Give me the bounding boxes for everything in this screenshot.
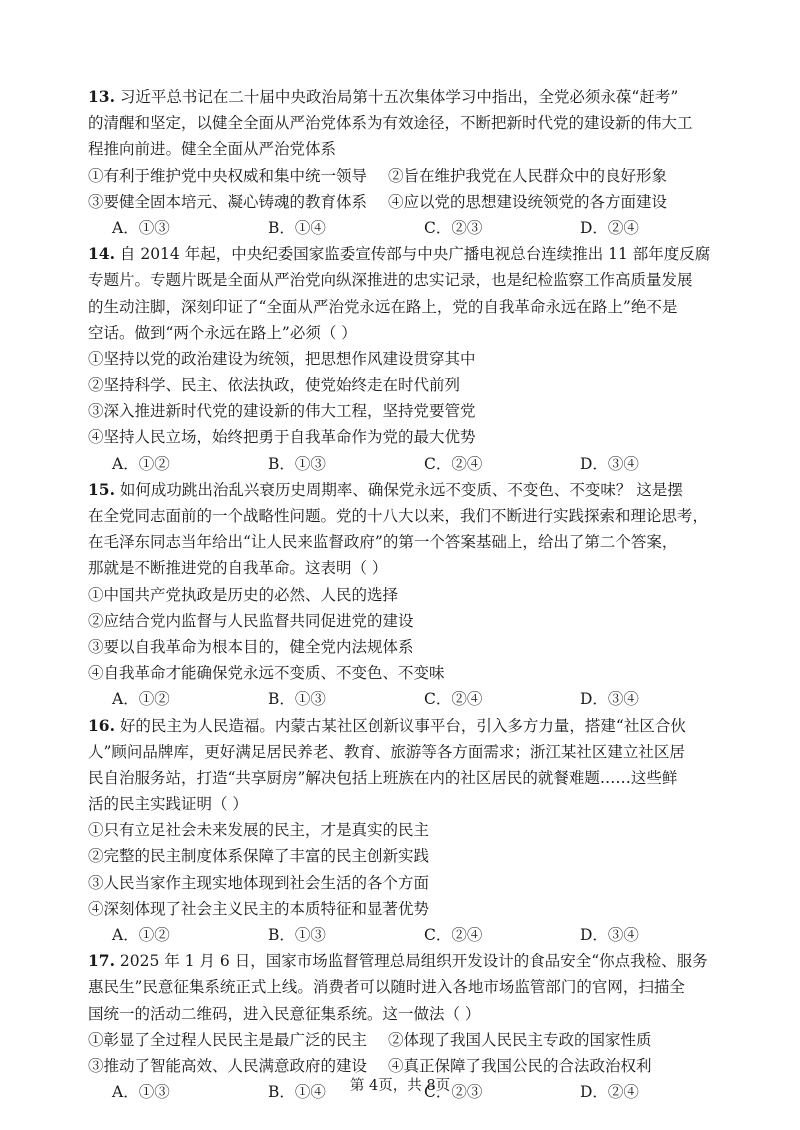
answer-d: D．②④: [580, 218, 639, 237]
answer-d: D．③④: [580, 690, 639, 709]
option-1: ①坚持以党的政治建设为统领，把思想作风建设贯穿其中: [88, 349, 476, 368]
option-1: ①中国共产党执政是历史的必然、人民的选择: [88, 585, 399, 604]
answer-b: B．①③: [268, 926, 326, 944]
option-4: ④自我革命才能确保党永远不变质、不变色、不变味: [88, 664, 445, 683]
answer-a: A．①③: [112, 218, 170, 237]
answer-a: A．①③: [112, 1083, 170, 1102]
option-4: ④坚持人民立场，始终把勇于自我革命作为党的最大优势: [88, 428, 476, 447]
option-1: ①有利于维护党中央权威和集中统一领导: [88, 166, 368, 185]
question-list: [88, 84, 728, 1105]
option-3: ③推动了智能高效、人民满意政府的建设: [88, 1056, 368, 1075]
stem-line: 那就是不断推进党的自我革命。这表明（ ）: [88, 559, 388, 578]
option-3: ③要健全固本培元、凝心铸魂的教育体系: [88, 192, 368, 211]
question-number: 16.: [88, 715, 115, 735]
option-1: ①只有立足社会未来发展的民主，才是真实的民主: [88, 821, 430, 840]
option-row: [88, 163, 728, 189]
question-number: 13.: [88, 87, 115, 106]
stem-line: 人”顾问品牌库，更好满足居民养老、教育、旅游等各方面需求；浙江某社区建立社区居: [88, 742, 685, 761]
answer-a: A．①②: [112, 926, 170, 944]
question-number: 17.: [88, 951, 115, 971]
answer-d: D．③④: [580, 454, 639, 473]
question-stem: [88, 241, 728, 346]
option-row: [88, 189, 728, 215]
question-number: 15.: [88, 479, 115, 499]
option-2: ②坚持科学、民主、依法执政，使党始终走在时代前列: [88, 376, 461, 395]
option-3: ③人民当家作主现实地体现到社会生活的各个方面: [88, 873, 430, 892]
stem-line: 惠民生”民意征集系统正式上线。消费者可以随时进入各地市场监管部门的官网，扫描全: [88, 978, 685, 997]
stem-line: 自 2014 年起，中央纪委国家监委宣传部与中央广播电视总台连续推出 11 部年度反腐: [119, 245, 711, 264]
option-4: ④深刻体现了社会主义民主的本质特征和显著优势: [88, 899, 430, 918]
option-2: ②旨在维护我党在人民群众中的良好形象: [388, 166, 668, 185]
answer-b: B．①④: [268, 1083, 326, 1102]
answer-choices: [88, 922, 728, 948]
stem-line: 好的民主为人民造福。内蒙古某社区创新议事平台，引入多方力量，搭建“社区合伙: [119, 716, 686, 735]
question-14: [88, 241, 728, 477]
question-stem: [88, 948, 728, 1027]
option-2: ②体现了我国人民民主专政的国家性质: [388, 1030, 652, 1049]
question-16: [88, 713, 728, 949]
option-2: ②完整的民主制度体系保障了丰富的民主创新实践: [88, 847, 430, 866]
option-4: ④真正保障了我国公民的合法政治权利: [388, 1056, 652, 1075]
option-4: ④应以党的思想建设统领党的各方面建设: [388, 192, 668, 211]
option-row: [88, 1027, 728, 1053]
answer-b: B．①③: [268, 454, 326, 473]
stem-line: 国统一的活动二维码，进入民意征集系统。这一做法（ ）: [88, 1004, 481, 1023]
option-3: ③要以自我革命为根本目的，健全党内法规体系: [88, 637, 414, 656]
option-3: ③深入推进新时代党的建设新的伟大工程，坚持党要管党: [88, 402, 476, 421]
stem-line: 的清醒和坚定，以健全全面从严治党体系为有效途径，不断把新时代党的建设新的伟大工: [88, 114, 693, 133]
answer-c: C．②④: [424, 454, 483, 473]
page-footer: 第 4页，共 8页: [349, 1078, 451, 1094]
stem-line: 程推向前进。健全全面从严治党体系: [88, 140, 337, 159]
answer-choices: [88, 215, 728, 241]
answer-b: B．①④: [268, 218, 326, 237]
question-15: [88, 477, 728, 713]
stem-line: 在全党同志面前的一个战略性问题。党的十八大以来，我们不断进行实践探索和理论思考，: [88, 507, 709, 525]
stem-line: 2025 年 1 月 6 日，国家市场监督管理总局组织开发设计的食品安全“你点我检、服务: [119, 952, 708, 971]
answer-c: C．②④: [424, 926, 483, 944]
answer-choices: [88, 451, 728, 477]
question-13: [88, 84, 728, 241]
stem-line: 专题片。专题片既是全面从严治党向纵深推进的忠实记录，也是纪检监察工作高质量发展: [88, 271, 693, 290]
stem-line: 在毛泽东同志当年给出“让人民来监督政府”的第一个答案基础上，给出了第二个答案，: [88, 533, 678, 552]
question-stem: [88, 713, 728, 818]
stem-line: 活的民主实践证明（ ）: [88, 795, 248, 814]
answer-d: D．②④: [580, 1083, 639, 1102]
question-stem: [88, 477, 728, 582]
stem-line: 空话。做到“两个永远在路上”必须（ ）: [88, 323, 357, 342]
answer-d: D．③④: [580, 926, 639, 944]
answer-c: C．②④: [424, 690, 483, 709]
stem-line: 的生动注脚，深刻印证了“全面从严治党永远在路上，党的自我革命永远在路上”绝不是: [88, 297, 678, 316]
stem-line: 民自治服务站，打造“共享厨房”解决包括上班族在内的社区居民的就餐难题……这些鲜: [88, 768, 678, 787]
answer-c: C．②③: [424, 218, 483, 237]
question-number: 14.: [88, 244, 115, 264]
answer-choices: [88, 686, 728, 712]
stem-line: 如何成功跳出治乱兴衰历史周期率、确保党永远不变质、不变色、不变味？ 这是摆: [119, 480, 683, 499]
answer-c: C．②③: [424, 1083, 483, 1102]
option-2: ②应结合党内监督与人民监督共同促进党的建设: [88, 611, 414, 630]
answer-a: A．①②: [112, 690, 170, 709]
answer-a: A．①②: [112, 454, 170, 473]
option-1: ①彰显了全过程人民民主是最广泛的民主: [88, 1030, 368, 1049]
question-stem: [88, 84, 728, 163]
answer-b: B．①③: [268, 690, 326, 709]
stem-line: 习近平总书记在二十届中央政治局第十五次集体学习中指出，全党必须永葆“赶考”: [119, 88, 679, 106]
